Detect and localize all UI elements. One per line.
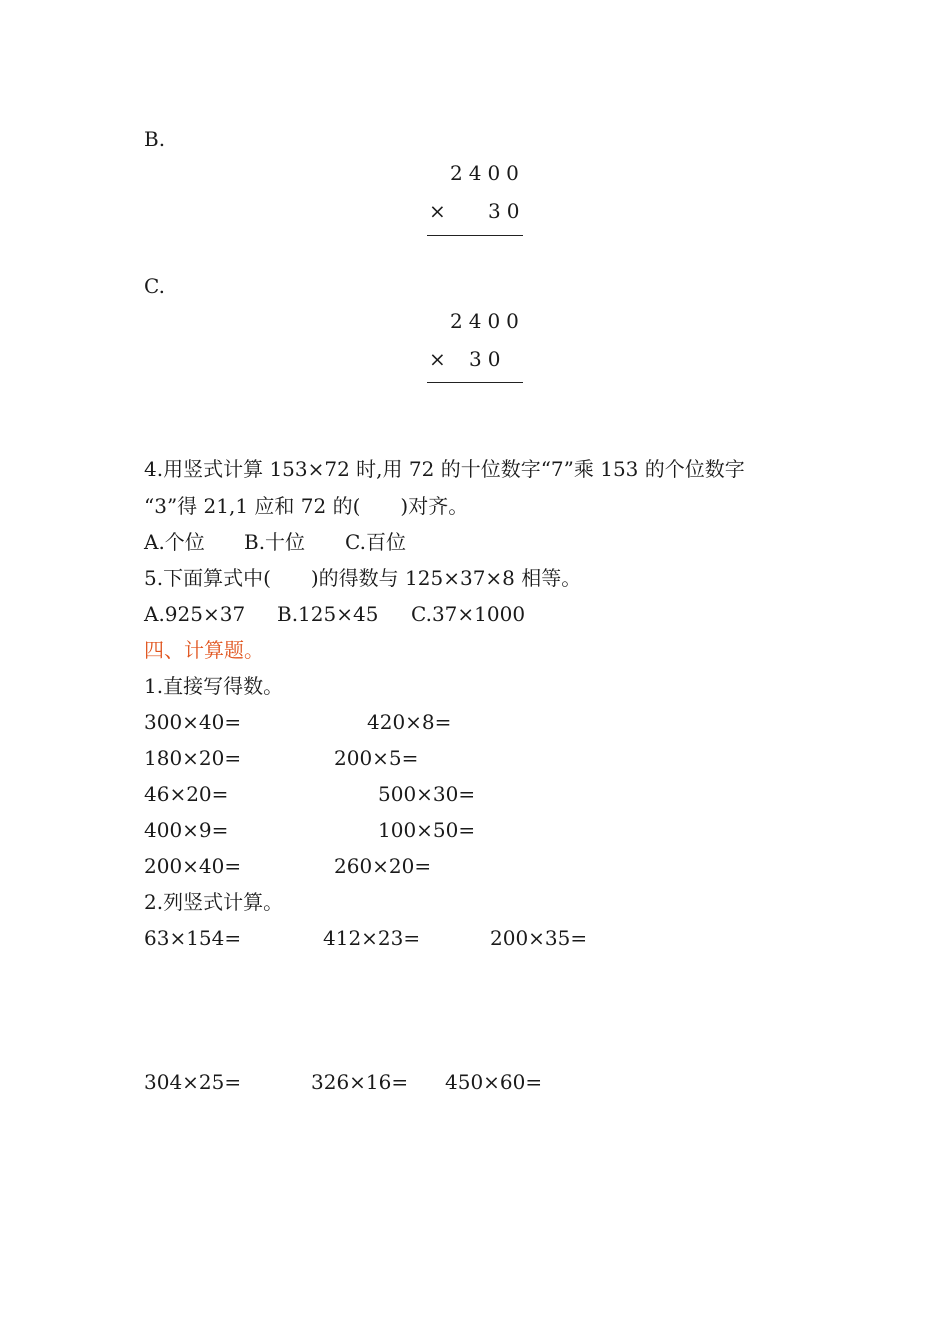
- calc-2-problem-3: 200×35=: [490, 926, 588, 950]
- option-b-multiplier: 30: [488, 199, 526, 223]
- calc-2-problem-5: 326×16=: [311, 1070, 409, 1094]
- calc-1-row-4-left: 400×9=: [144, 818, 229, 842]
- question-4-choice-a: A.个位: [144, 530, 205, 554]
- calc-1-row-5-left: 200×40=: [144, 854, 242, 878]
- calc-1-row-1-left: 300×40=: [144, 710, 242, 734]
- calc-1-row-1-right: 420×8=: [367, 710, 452, 734]
- option-c-top-number: 2400: [450, 309, 525, 333]
- question-5-text: 5.下面算式中( )的得数与 125×37×8 相等。: [144, 566, 582, 590]
- option-b-label: B.: [144, 127, 166, 151]
- option-b-multiply-sign: ×: [429, 199, 446, 223]
- calc-1-row-3-left: 46×20=: [144, 782, 229, 806]
- question-4-choice-c: C.百位: [345, 530, 406, 554]
- option-c-multiplier: 30: [469, 347, 507, 371]
- calc-1-row-2-right: 200×5=: [334, 746, 419, 770]
- question-5-choice-b: B.125×45: [277, 602, 379, 626]
- calc-1-row-2-left: 180×20=: [144, 746, 242, 770]
- calc-2-problem-1: 63×154=: [144, 926, 242, 950]
- calc-2-problem-6: 450×60=: [445, 1070, 543, 1094]
- question-5-choice-c: C.37×1000: [411, 602, 526, 626]
- option-c-multiply-sign: ×: [429, 347, 446, 371]
- calc-1-row-4-right: 100×50=: [378, 818, 476, 842]
- question-5-choice-a: A.925×37: [144, 602, 246, 626]
- option-c-underline: [427, 382, 523, 383]
- option-c-label: C.: [144, 274, 165, 298]
- question-4-line-2: “3”得 21,1 应和 72 的( )对齐。: [144, 494, 469, 518]
- question-4-choice-b: B.十位: [244, 530, 306, 554]
- option-b-underline: [427, 235, 523, 236]
- calc-1-title: 1.直接写得数。: [144, 674, 284, 698]
- calc-1-row-5-right: 260×20=: [334, 854, 432, 878]
- calc-2-problem-2: 412×23=: [323, 926, 421, 950]
- question-4-line-1: 4.用竖式计算 153×72 时,用 72 的十位数字“7”乘 153 的个位数字: [144, 457, 745, 481]
- option-b-top-number: 2400: [450, 161, 525, 185]
- section-4-heading: 四、计算题。: [144, 638, 264, 662]
- calc-1-row-3-right: 500×30=: [378, 782, 476, 806]
- calc-2-problem-4: 304×25=: [144, 1070, 242, 1094]
- calc-2-title: 2.列竖式计算。: [144, 890, 284, 914]
